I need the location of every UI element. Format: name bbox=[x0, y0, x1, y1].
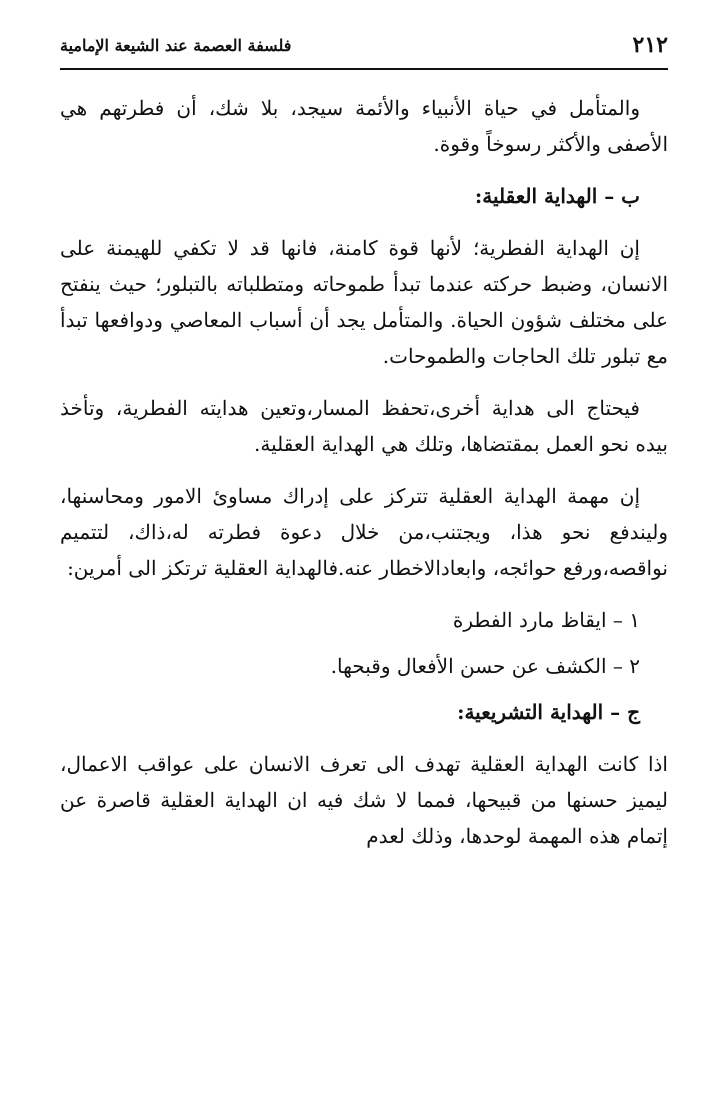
paragraph-3: فيحتاج الى هداية أخرى،تحفظ المسار،وتعين هدايته الفطرية، وتأخذ بيده نحو العمل بمقتضاها، وتلك هي الهداية العقلية. bbox=[60, 396, 668, 456]
paragraph-2: إن الهداية الفطرية؛ لأنها قوة كامنة، فانها قد لا تكفي للهيمنة على الانسان، وضبط حركته عندما تبدأ طموحاته ومتطلباته بالتبلور؛ حيث ينفتح على مختلف شؤون الحياة. والمتأمل يجد أن أسباب المعاصي ودوافعها تبدأ مع تبلور تلك الحاجات والطموحات. bbox=[60, 236, 668, 368]
page-header bbox=[60, 28, 668, 70]
paragraph-1: والمتأمل في حياة الأنبياء والأئمة سيجد، بلا شك، أن فطرتهم هي الأصفى والأكثر رسوخاً وقوة. bbox=[60, 96, 668, 156]
page-content bbox=[60, 90, 668, 870]
list-item-2: ٢ – الكشف عن حسن الأفعال وقبحها. bbox=[330, 654, 640, 678]
running-title: فلسفة العصمة عند الشيعة الإمامية bbox=[60, 36, 292, 55]
page-number: ٢١٢ bbox=[632, 32, 668, 58]
section-heading-b: ب – الهداية العقلية: bbox=[474, 184, 640, 208]
list-item-1: ١ – ايقاظ مارد الفطرة bbox=[452, 608, 640, 632]
paragraph-5: اذا كانت الهداية العقلية تهدف الى تعرف الانسان على عواقب الاعمال، ليميز حسنها من قبيحها، فمما لا شك فيه ان الهداية العقلية قاصرة عن إتمام هذه المهمة لوحدها، وذلك لعدم bbox=[60, 752, 668, 848]
section-heading-c: ج – الهداية التشريعية: bbox=[457, 700, 640, 724]
paragraph-4: إن مهمة الهداية العقلية تتركز على إدراك مساوئ الامور ومحاسنها، وليندفع نحو هذا، ويجتنب،من خلال دعوة فطرته له،ذاك، لتتميم نواقصه،ورفع حوائجه، وابعادالاخطار عنه.فالهداية العقلية ترتكز الى أمرين: bbox=[60, 484, 668, 580]
